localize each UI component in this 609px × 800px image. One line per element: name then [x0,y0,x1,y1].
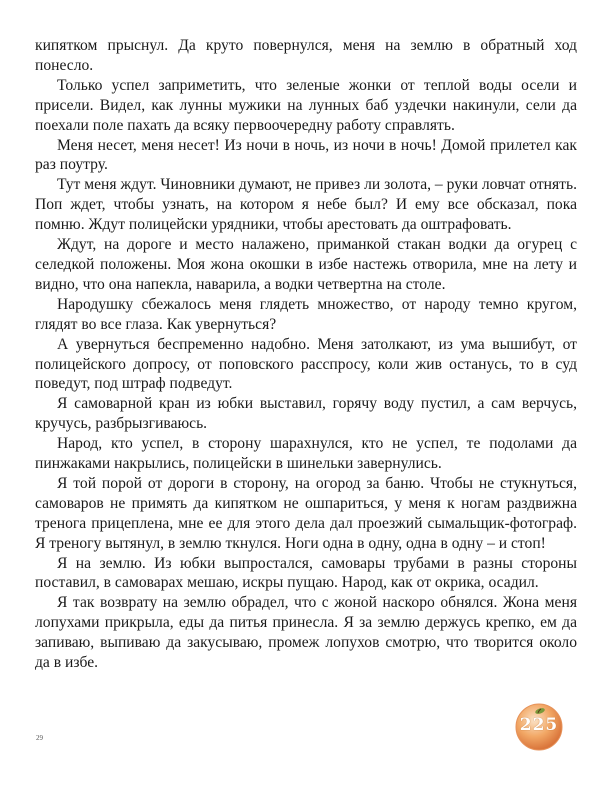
page-number-badge [514,702,564,752]
page-number: 225 [519,715,559,735]
body-text [35,36,577,673]
footer-mark: 29 [36,734,43,742]
paragraph-2: Только успел заприметить, что зеленые жонки от теплой воды осели и присели. Видел, как лунны мужики на лунных баб уздечки накинули, сели да поехали поле пахать да всяку первоочередну работу справлять. [35,76,577,134]
paragraph-3: Меня несет, меня несет! Из ночи в ночь, из ночи в ночь! Домой прилетел как раз поутру. [35,136,577,174]
paragraph-4: Тут меня ждут. Чиновники думают, не привез ли золота, – руки ловчат отнять. Поп ждет, чтобы узнать, на котором я небе был? И ему все обсказал, пока помню. Ждут полицейски урядники, чтобы арестовать да оштрафовать. [35,176,577,234]
paragraph-5: Ждут, на дороге и место налажено, приманкой стакан водки да огурец с селедкой положены. Моя жона окошки в избе настежь отворила, мне на лету и видно, что она напекла, наварила, а водки четвертна на столе. [35,236,577,293]
paragraph-11: Я на землю. Из юбки выпростался, самовары трубами в разны стороны поставил, в самоварах мешаю, искры пущаю. Народ, как от окрика, осадил. [35,554,577,592]
paragraph-12: Я так возврату на землю обрадел, что с жоной наскоро обнялся. Жона меня лопухами прикрыла, еды да питья принесла. Я за землю держусь крепко, ем да запиваю, выпиваю да закусываю, промеж лопухов смотрю, что творится около да в избе. [35,594,577,672]
paragraph-9: Народ, кто успел, в сторону шарахнулся, кто не успел, те подолами да пинжаками накрылись, полицейски в шинельки завернулись. [35,435,577,473]
paragraph-10: Я той порой от дороги в сторону, на огород за баню. Чтобы не стукнуться, самоваров не примять да кипятком не ошпариться, у меня к ногам раздвижна тренога прицеплена, мне ее для этого дела дал проезжий сымальщик-фотограф. Я треногу вытянул, в землю ткнулся. Ноги одна в одну, одна в одну – и стоп! [35,474,577,552]
paragraph-6: Народушку сбежалось меня глядеть множество, от народу темно кругом, глядят во все глаза. Как увернуться? [35,295,577,333]
paragraph-7: А увернуться беспременно надобно. Меня затолкают, из ума вышибут, от полицейского допросу, от поповского расспросу, коли жив останусь, то в суд поведут, под штраф подведут. [35,335,577,393]
paragraph-1: кипятком прыснул. Да круто повернулся, меня на землю в обратный ход понесло. [35,37,577,74]
paragraph-8: Я самоварной кран из юбки выставил, горячу воду пустил, а сам верчусь, кручусь, разбрызгиваюсь. [35,395,577,433]
